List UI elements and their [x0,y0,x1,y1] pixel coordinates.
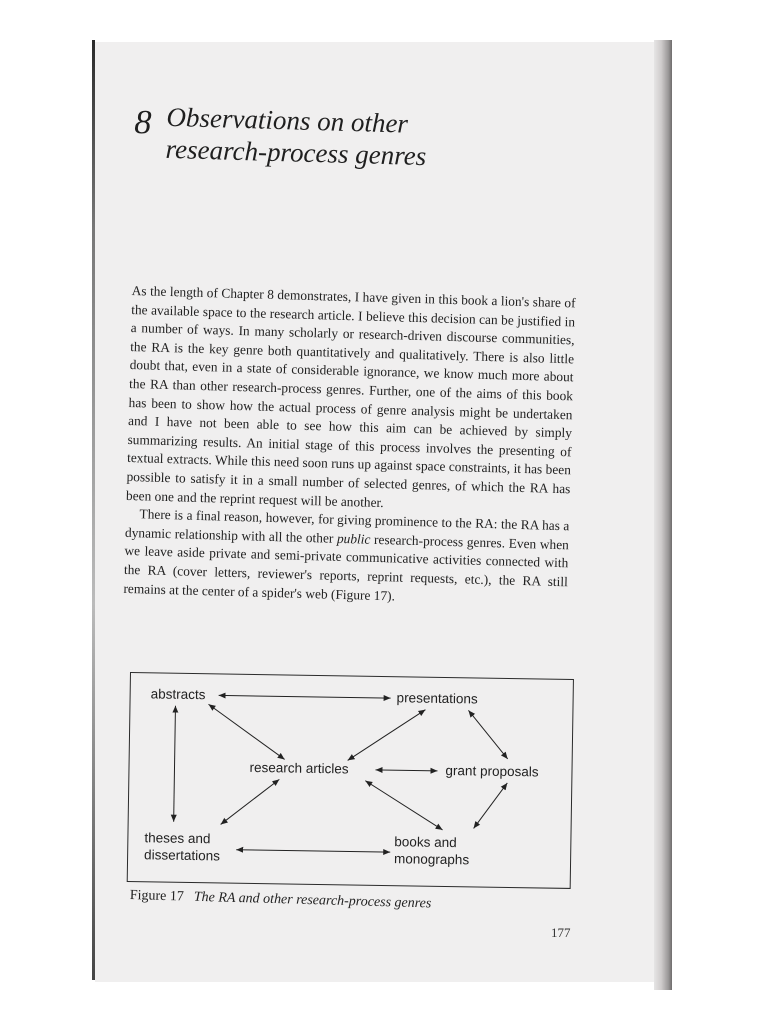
figure-title: The RA and other research-process genres [193,889,432,912]
arrow-grant-proposals-books [474,782,508,829]
node-presentations: presentations [396,690,478,707]
node-grant-proposals: grant proposals [445,762,539,780]
node-books-line-1: books and [394,834,457,851]
node-books-line-2: monographs [393,851,470,868]
chapter-number: 8 [133,103,152,142]
arrow-abstracts-theses [174,706,176,822]
page-number: 177 [551,925,571,940]
arrow-abstracts-research-articles [208,704,286,759]
chapter-title [165,101,427,172]
paragraph-2-start: There is a final reason, however, for giving prominence to the RA: the RA has a dynamic relationship with all the other [124,506,570,546]
arrow-research-articles-theses [221,778,280,825]
paragraph-2 [123,505,569,610]
arrow-research-articles-grant-proposals [375,770,437,771]
genre-diagram [127,672,574,889]
paragraph-1: As the length of Chapter 8 demonstrates, I have given in this book a lion's share of the available space to the research article. I believe this decision can be justified in a number of ways. In many scholarly or research-driven discourse communities, the RA is the key genre both quantitatively and qualitatively. There is also little doubt that, even in a state of considerable ignorance, we know much more about the RA than other research-process genres. Further, one of the aims of this book has been to show how the actual process of genre analysis might be undertaken and I have not been able to see how this aim can be achieved by simply summarizing results. An initial stage of this process involves the presenting of textual extracts. While this need soon runs up against space constraints, it has been possible to satisfy it in a small number of selected genres, of which the RA has been one and the reprint request will be another. [125,282,576,510]
node-abstracts: abstracts [150,686,206,703]
arrow-theses-books [236,850,390,852]
body-text [123,282,576,610]
node-research-articles: research articles [249,759,349,777]
chapter-title-line-2: research-process genres [165,133,427,172]
figure-label: Figure 17 [129,888,185,905]
arrow-abstracts-presentations [219,695,391,698]
paragraph-2-end: research-process genres. Even when we leave aside private and semi-private communicative activities connected with the RA (cover letters, reviewer's reports, reprint requests, etc.), the RA still remains at the center of a spider's web (Figure 17). [123,531,570,603]
emphasis-public: public [336,530,371,547]
node-theses-line-1: theses and [144,830,211,847]
node-books-monographs [394,833,470,868]
node-theses-dissertations [144,829,220,864]
arrow-research-articles-books [365,781,444,830]
chapter-title-line-1: Observations on other [166,101,409,139]
arrow-presentations-research-articles [348,708,426,761]
node-theses-line-2: dissertations [144,847,221,864]
book-spine-edge [654,40,672,990]
arrow-presentations-grant-proposals [468,710,509,759]
